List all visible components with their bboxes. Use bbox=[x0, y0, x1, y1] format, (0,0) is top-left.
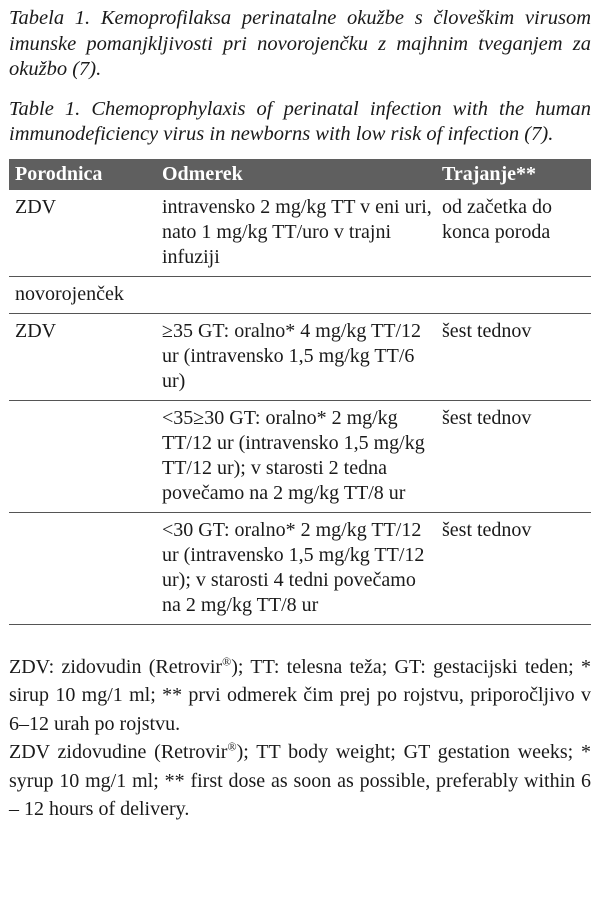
registered-mark: ® bbox=[222, 653, 232, 668]
cell-dose: <35≥30 GT: oralno* 2 mg/kg TT/12 ur (intravensko 1,5 mg/kg TT/12 ur); v starosti 2 tedna povečamo na 2 mg/kg TT/8 ur bbox=[156, 400, 436, 512]
table-header-row bbox=[9, 159, 591, 190]
cell-duration: šest tednov bbox=[436, 400, 591, 512]
footnote-sl-rest: ); TT: telesna teža; GT: gestacijski teden; * sirup 10 mg/1 ml; ** prvi odmerek čim prej po rojstvu, priporočljivo v 6–12 urah po rojstvu. bbox=[9, 655, 591, 735]
table-row-newborn-3 bbox=[9, 512, 591, 624]
header-porodnica: Porodnica bbox=[9, 159, 156, 190]
footnote-english bbox=[9, 738, 591, 824]
table-caption-english: Table 1. Chemoprophylaxis of perinatal infection with the human immunodeficiency virus in newborns with low risk of infection (7). bbox=[9, 97, 591, 145]
cell-dose: intravensko 2 mg/kg TT v eni uri, nato 1 mg/kg TT/uro v trajni infuziji bbox=[162, 195, 432, 268]
table-row-section-newborn bbox=[9, 276, 591, 313]
registered-mark: ® bbox=[227, 739, 237, 754]
cell-section-label: novorojenček bbox=[9, 276, 591, 313]
chemoprophylaxis-table bbox=[9, 159, 591, 625]
footnote-en-rest: ); TT body weight; GT gestation weeks; * syrup 10 mg/1 ml; ** first dose as soon as possible, preferably within 6 – 12 hours of delivery. bbox=[9, 741, 592, 820]
cell-dose: <30 GT: oralno* 2 mg/kg TT/12 ur (intravensko 1,5 mg/kg TT/12 ur); v starosti 4 tedni povečamo na 2 mg/kg TT/8 ur bbox=[156, 512, 436, 624]
cell-dose: ≥35 GT: oralno* 4 mg/kg TT/12 ur (intravensko 1,5 mg/kg TT/6 ur) bbox=[156, 313, 436, 400]
cell-duration: šest tednov bbox=[436, 512, 591, 624]
cell-drug bbox=[9, 400, 156, 512]
cell-drug: ZDV bbox=[15, 195, 57, 218]
table-caption-slovenian: Tabela 1. Kemoprofilaksa perinatalne okužbe s človeškim virusom imunske pomanjkljivosti pri novorojenčku z majhnim tveganjem za okužbo (7). bbox=[9, 7, 591, 80]
table-row-mother bbox=[9, 190, 591, 277]
footnote-en-prefix: ZDV zidovudine (Retrovir bbox=[9, 741, 228, 763]
cell-duration: od začetka do konca poroda bbox=[442, 195, 552, 243]
footnote-sl-prefix: ZDV: zidovudin (Retrovir bbox=[9, 655, 223, 678]
document-page bbox=[9, 4, 591, 824]
cell-duration: šest tednov bbox=[436, 313, 591, 400]
table-footnotes bbox=[9, 653, 591, 824]
footnote-slovenian bbox=[9, 653, 591, 739]
table-row-newborn-2 bbox=[9, 400, 591, 512]
table-row-newborn-1 bbox=[9, 313, 591, 400]
header-trajanje: Trajanje** bbox=[436, 159, 591, 190]
header-odmerek: Odmerek bbox=[156, 159, 436, 190]
cell-drug: ZDV bbox=[9, 313, 156, 400]
cell-drug bbox=[9, 512, 156, 624]
